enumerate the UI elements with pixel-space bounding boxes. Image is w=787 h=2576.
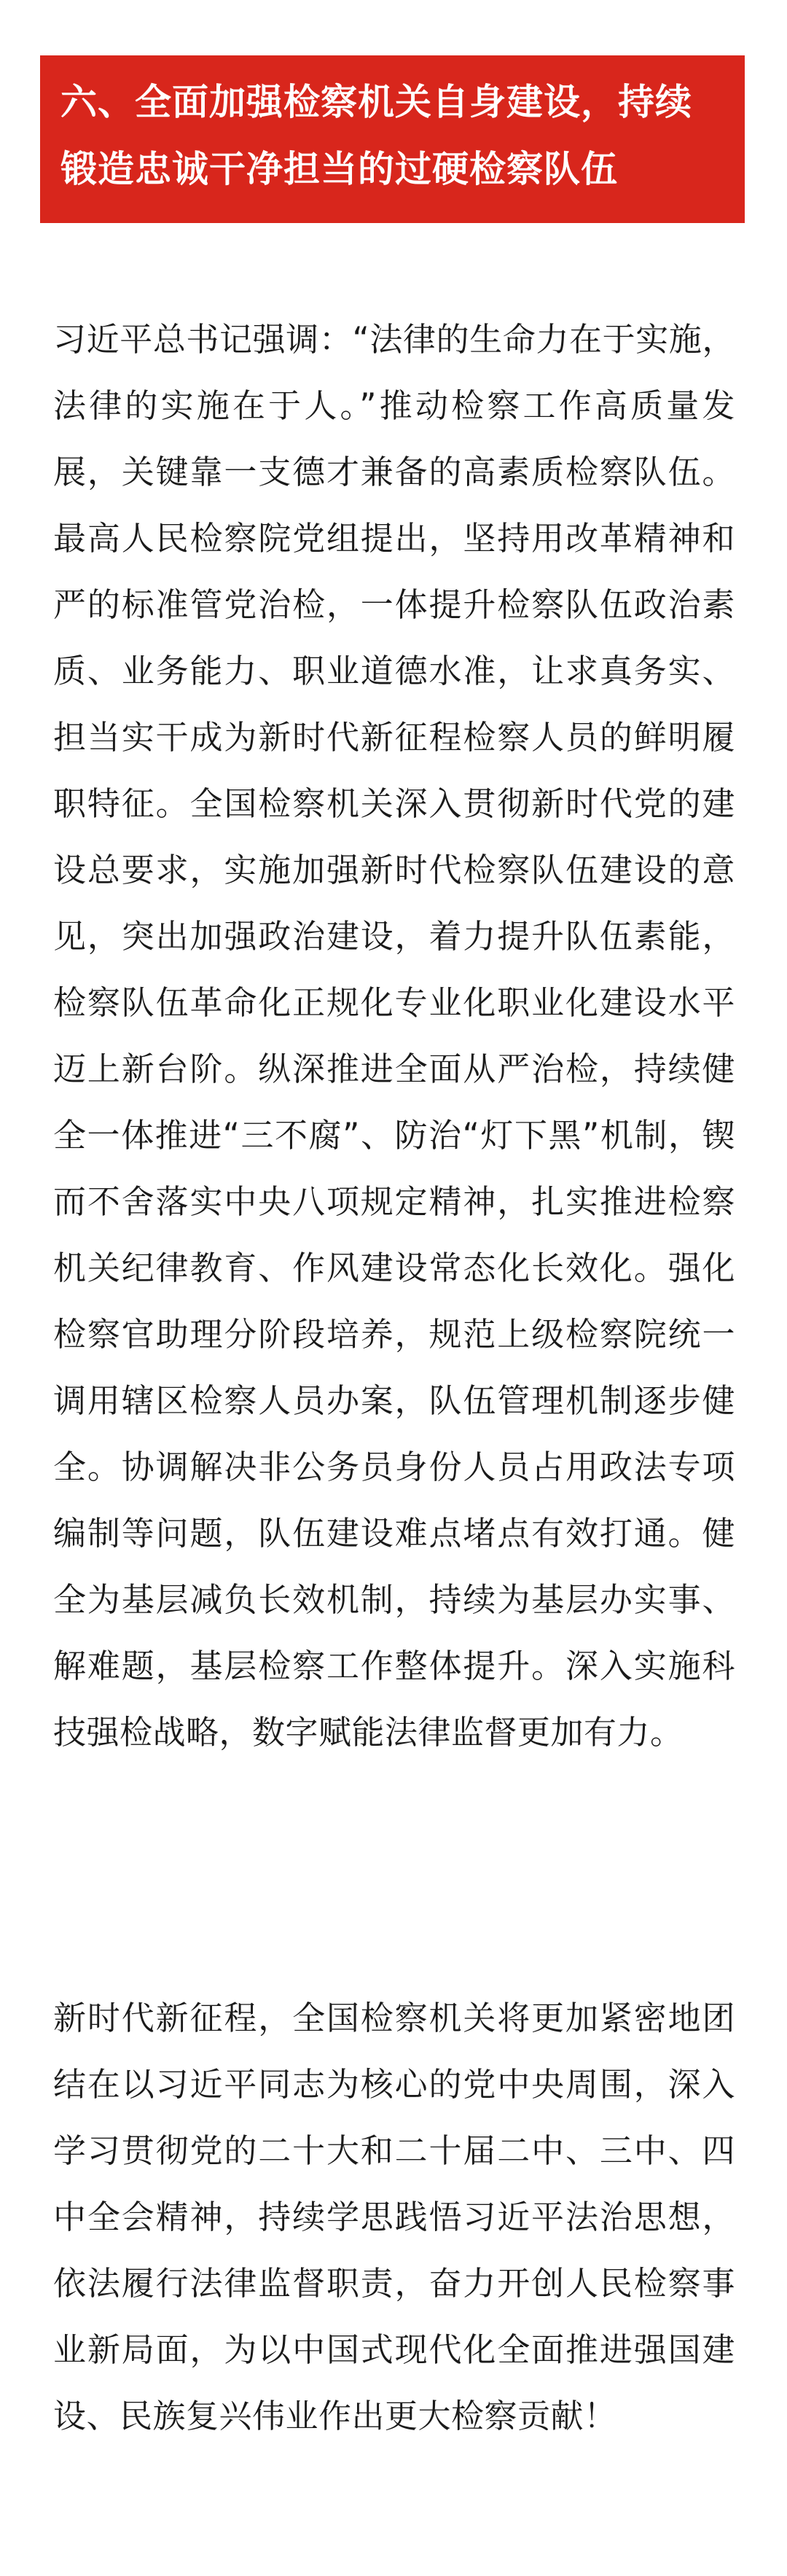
section-title: 六、全面加强检察机关自身建设，持续锻造忠诚干净担当的过硬检察队伍 — [60, 81, 692, 190]
body-paragraph-1: 习近平总书记强调：“法律的生命力在于实施，法律的实施在于人。”推动检察工作高质量发展，关键靠一支德才兼备的高素质检察队伍。最高人民检察院党组提出，坚持用改革精神和严的标准管党治检，一体提升检察队伍政治素质、业务能力、职业道德水准，让求真务实、担当实干成为新时代新征程检察人员的鲜明履职特征。全国检察机关深入贯彻新时代党的建设总要求，实施加强新时代检察队伍建设的意见，突出加强政治建设，着力提升队伍素能，检察队伍革命化正规化专业化职业化建设水平迈上新台阶。纵深推进全面从严治检，持续健全一体推进“三不腐”、防治“灯下黑”机制，锲而不舍落实中央八项规定精神，扎实推进检察机关纪律教育、作风建设常态化长效化。强化检察官助理分阶段培养，规范上级检察院统一调用辖区检察人员办案，队伍管理机制逐步健全。协调解决非公务员身份人员占用政法专项编制等问题，队伍建设难点堵点有效打通。健全为基层减负长效机制，持续为基层办实事、解难题，基层检察工作整体提升。深入实施科技强检战略，数字赋能法律监督更加有力。 — [53, 320, 735, 1752]
section-title-banner — [40, 55, 745, 223]
body-paragraph-2: 新时代新征程，全国检察机关将更加紧密地团结在以习近平同志为核心的党中央周围，深入学习贯彻党的二十大和二十届二中、三中、四中全会精神，持续学思践悟习近平法治思想，依法履行法律监督职责，奋力开创人民检察事业新局面，为以中国式现代化全面推进强国建设、民族复兴伟业作出更大检察贡献！ — [53, 1999, 735, 2435]
